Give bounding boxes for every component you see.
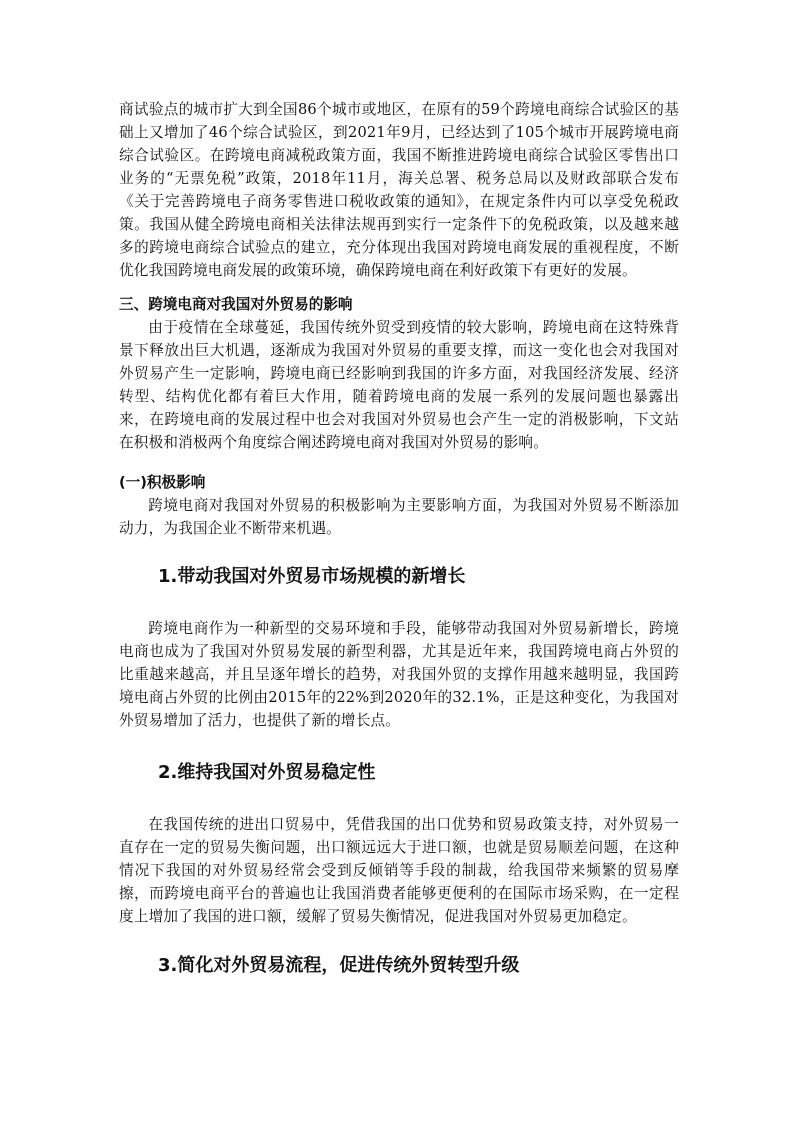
paragraph-market-growth: 跨境电商作为一种新型的交易环境和手段，能够带动我国对外贸易新增长，跨境电商也成为了我国对外贸易发展的新型利器，尤其是近年来，我国跨境电商占外贸的比重越来越高，并且呈逐年增长的趋势，对我国外贸的支撑作用越来越明显，我国跨境电商占外贸的比例由2015年的22%到2020年的32.1%，正是这种变化，为我国对外贸易增加了活力，也提供了新的增长点。 [119,620,679,729]
document-page [119,98,679,980]
subheading-trade-stability: 2.维持我国对外贸易稳定性 [158,762,376,783]
paragraph-impact-intro: 由于疫情在全球蔓延，我国传统外贸受到疫情的较大影响，跨境电商在这特殊背景下释放出巨大机遇，逐渐成为我国对外贸易的重要支撑，而这一变化也会对我国对外贸易产生一定影响，跨境电商已经影响到我国的许多方面，对我国经济发展、经济转型、结构优化都有着巨大作用，随着跨境电商的发展一系列的发展问题也暴露出来，在跨境电商的发展过程中也会对我国对外贸易也会产生一定的消极影响，下文站在积极和消极两个角度综合阐述跨境电商对我国对外贸易的影响。 [119,319,679,451]
subsection-heading-positive: (一)积极影响 [119,474,206,491]
subheading-market-growth: 1.带动我国对外贸易市场规模的新增长 [158,566,466,587]
paragraph-positive-intro: 跨境电商对我国对外贸易的积极影响为主要影响方面，为我国对外贸易不断添加动力，为我国企业不断带来机遇。 [119,497,679,537]
subheading-simplify-process: 3.简化对外贸易流程，促进传统外贸转型升级 [158,955,520,976]
paragraph-pilot-zones: 商试验点的城市扩大到全国86个城市或地区，在原有的59个跨境电商综合试验区的基础上又增加了46个综合试验区，到2021年9月，已经达到了105个城市开展跨境电商综合试验区。在跨境电商减税政策方面，我国不断推进跨境电商综合试验区零售出口业务的“无票免税”政策，2018年11月，海关总署、税务总局以及财政部联合发布《关于完善跨境电子商务零售进口税收政策的通知》，在规定条件内可以享受免税政策。我国从健全跨境电商相关法律法规再到实行一定条件下的免税政策，以及越来越多的跨境电商综合试验点的建立，充分体现出我国对跨境电商发展的重视程度，不断优化我国跨境电商发展的政策环境，确保跨境电商在利好政策下有更好的发展。 [119,101,679,279]
section-heading-impact: 三、跨境电商对我国对外贸易的影响 [119,296,353,313]
paragraph-trade-stability: 在我国传统的进出口贸易中，凭借我国的出口优势和贸易政策支持，对外贸易一直存在一定的贸易失衡问题，出口额远远大于进口额，也就是贸易顺差问题，在这种情况下我国的对外贸易经常会受到反倾销等手段的制裁，给我国带来频繁的贸易摩擦，而跨境电商平台的普遍也让我国消费者能够更便利的在国际市场采购，在一定程度上增加了我国的进口额，缓解了贸易失衡情况，促进我国对外贸易更加稳定。 [119,816,679,925]
